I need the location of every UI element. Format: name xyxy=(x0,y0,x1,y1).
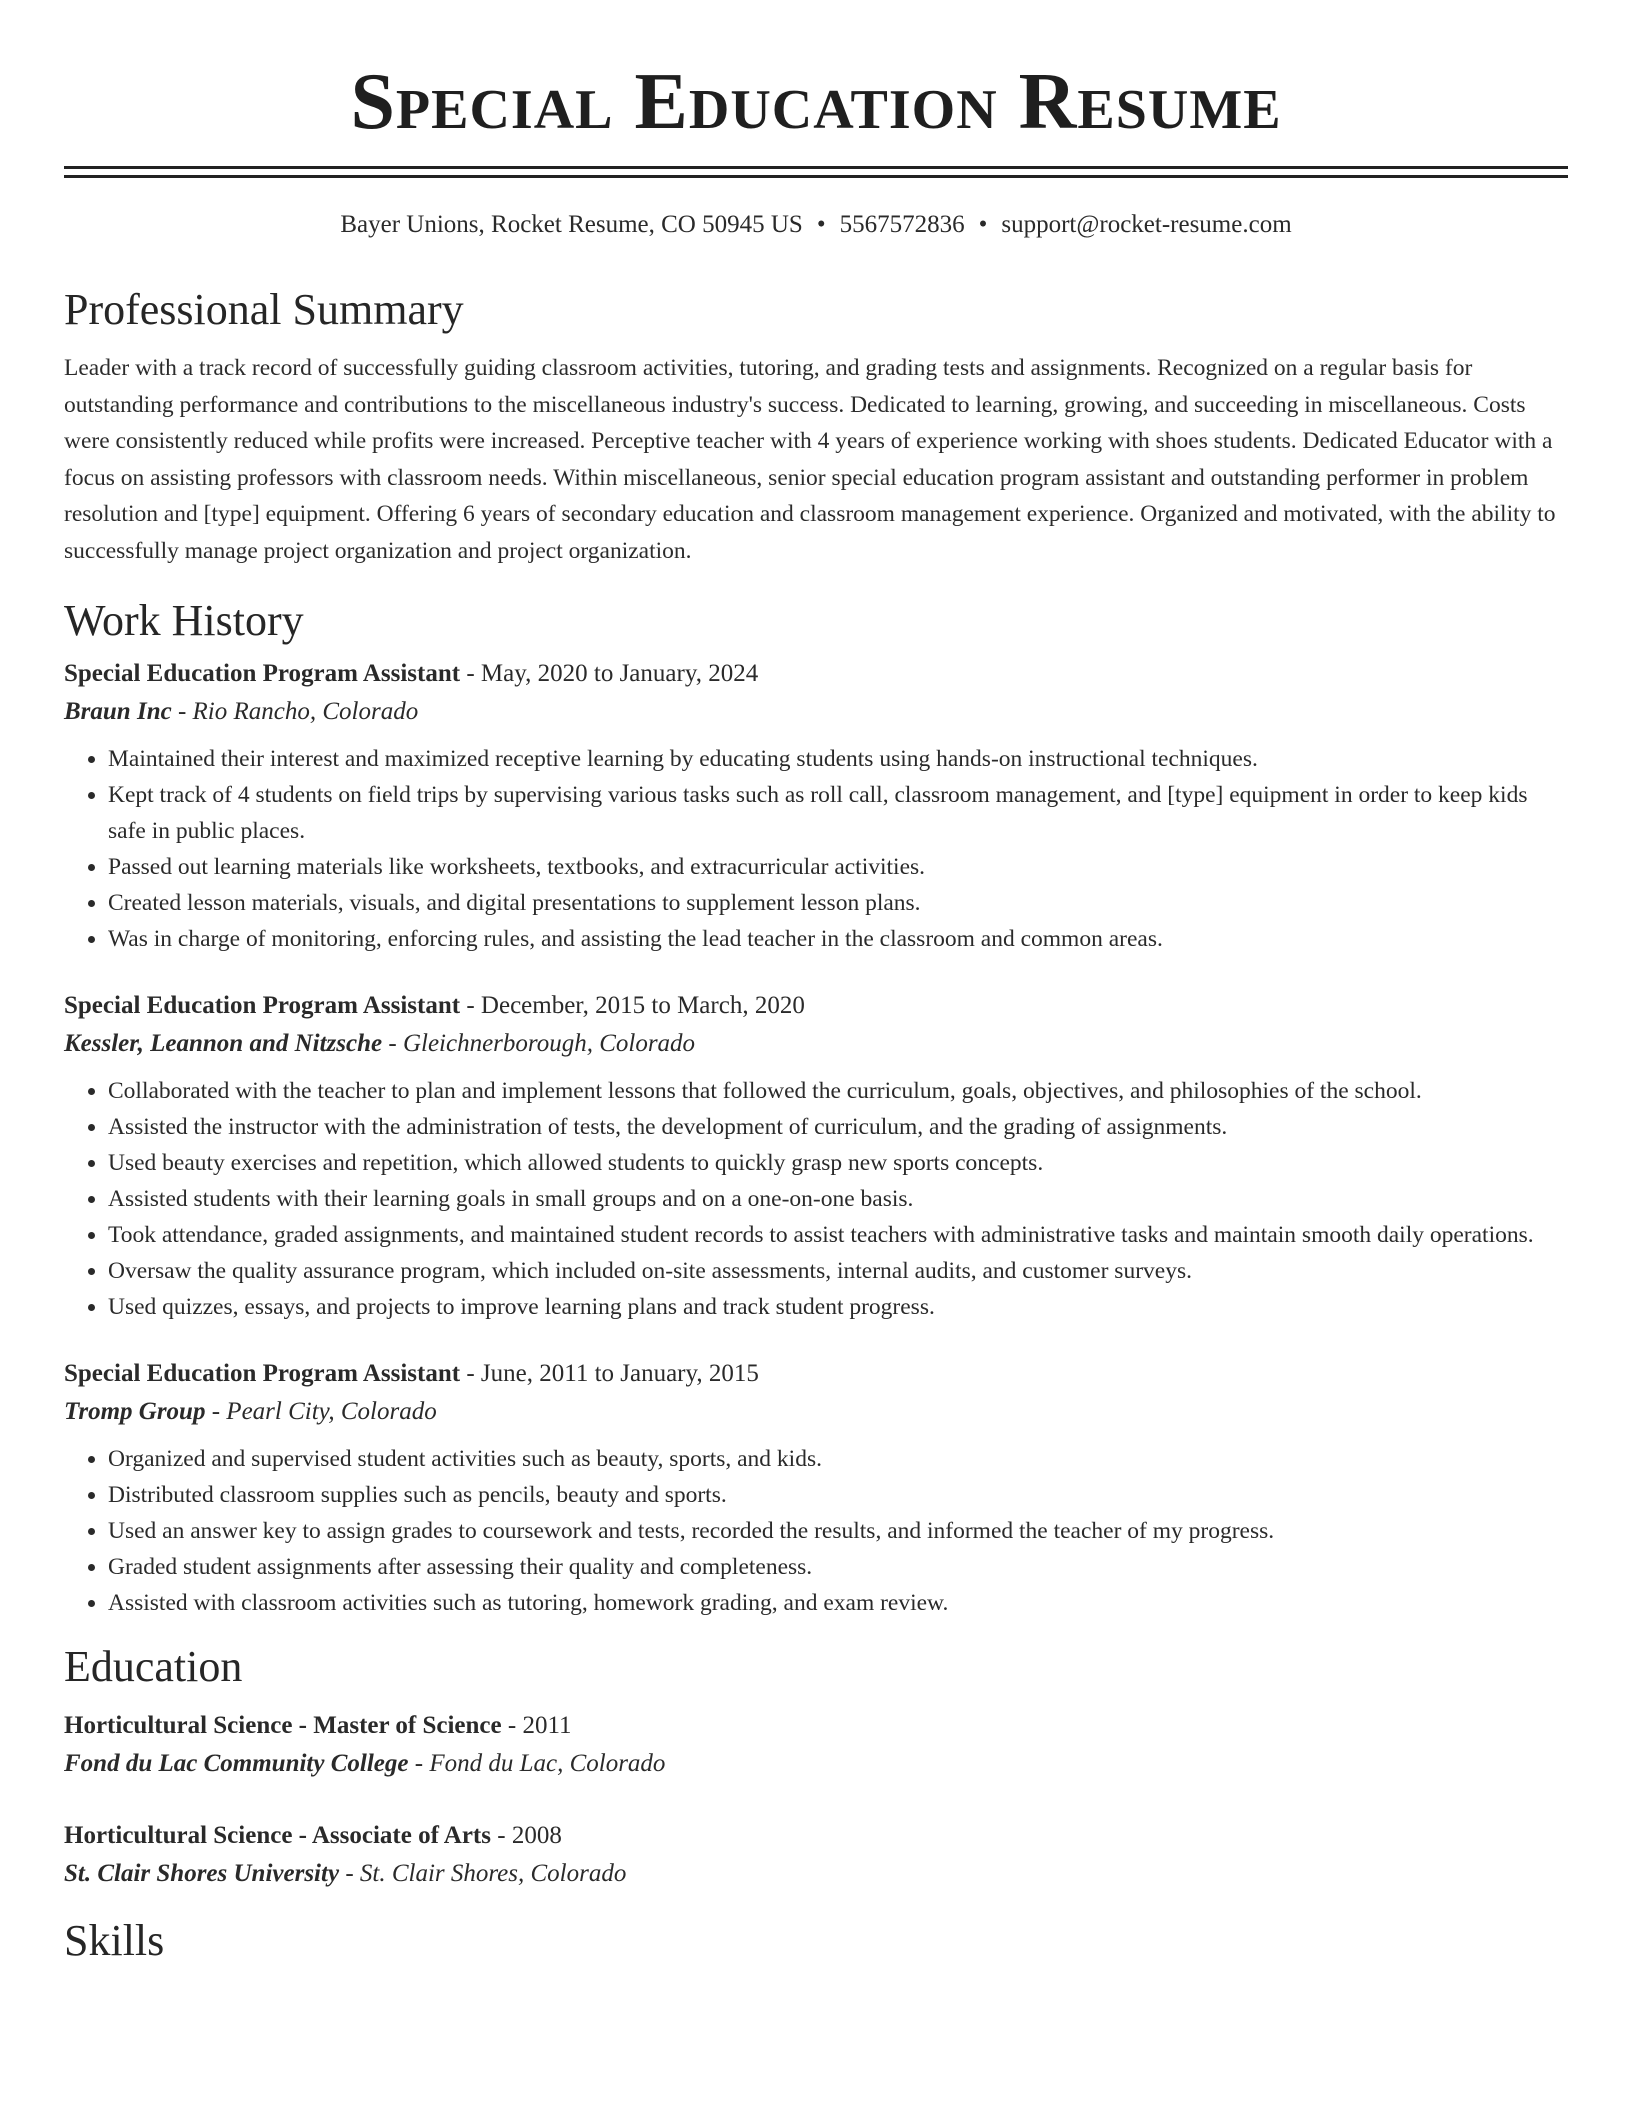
job-bullet: • Organized and supervised student activities such as beauty, sports, and kids. xyxy=(108,1441,1568,1477)
job-bullet: • Oversaw the quality assurance program, which included on-site assessments, internal audits, and customer surveys. xyxy=(108,1253,1568,1289)
dash: - xyxy=(339,1860,360,1887)
job-dates: May, 2020 to January, 2024 xyxy=(480,660,759,687)
education-entry xyxy=(64,1817,1568,1893)
school-location: Fond du Lac, Colorado xyxy=(429,1750,666,1777)
school-name: St. Clair Shores University xyxy=(64,1860,340,1887)
job-bullet: • Used an answer key to assign grades to coursework and tests, recorded the results, and informed the teacher of my progress. xyxy=(108,1513,1568,1549)
resume-title: Special Education Resume xyxy=(350,58,1282,146)
job-bullets xyxy=(64,741,1568,957)
degree-name: Horticultural Science - Master of Science xyxy=(64,1712,502,1739)
contact-separator: • xyxy=(816,211,826,238)
dash: - xyxy=(501,1712,523,1739)
company-name: Kessler, Leannon and Nitzsche xyxy=(64,1030,383,1057)
dash: - xyxy=(491,1822,512,1849)
job-bullets xyxy=(64,1441,1568,1621)
job-title: Special Education Program Assistant xyxy=(64,992,461,1019)
job-entry xyxy=(64,987,1568,1325)
summary-heading: Professional Summary xyxy=(64,285,464,334)
dash: - xyxy=(205,1398,227,1425)
dash: - xyxy=(382,1030,403,1057)
job-title-line xyxy=(64,987,1568,1025)
contact-phone: 5567572836 xyxy=(839,211,965,238)
job-title-line xyxy=(64,1355,1568,1393)
dash: - xyxy=(460,992,481,1019)
degree-year: 2011 xyxy=(522,1712,572,1739)
degree-line xyxy=(64,1707,1568,1745)
dash: - xyxy=(460,660,481,687)
job-entry xyxy=(64,1355,1568,1621)
degree-year: 2008 xyxy=(511,1822,562,1849)
job-bullet: • Graded student assignments after assessing their quality and completeness. xyxy=(108,1549,1568,1585)
job-bullet: • Took attendance, graded assignments, and maintained student records to assist teachers with administrative tasks and maintain smooth daily operations. xyxy=(108,1217,1568,1253)
job-bullet: • Assisted with classroom activities such as tutoring, homework grading, and exam review. xyxy=(108,1585,1568,1621)
job-bullet: • Used beauty exercises and repetition, which allowed students to quickly grasp new sports concepts. xyxy=(108,1145,1568,1181)
company-line xyxy=(64,1393,1568,1431)
dash: - xyxy=(171,698,193,725)
dash: - xyxy=(408,1750,430,1777)
job-title: Special Education Program Assistant xyxy=(64,660,461,687)
education-entry xyxy=(64,1707,1568,1783)
dash: - xyxy=(460,1360,481,1387)
job-bullet: • Distributed classroom supplies such as pencils, beauty and sports. xyxy=(108,1477,1568,1513)
contact-email: support@rocket-resume.com xyxy=(1001,211,1292,238)
job-dates: June, 2011 to January, 2015 xyxy=(480,1360,759,1387)
job-bullet: • Collaborated with the teacher to plan and implement lessons that followed the curriculum, goals, objectives, and philosophies of the school. xyxy=(108,1073,1568,1109)
title-divider xyxy=(64,166,1568,178)
job-bullet: • Used quizzes, essays, and projects to improve learning plans and track student progress. xyxy=(108,1289,1568,1325)
job-bullet: • Assisted the instructor with the administration of tests, the development of curriculum, and the grading of assignments. xyxy=(108,1109,1568,1145)
school-line xyxy=(64,1855,1568,1893)
job-bullet: • Assisted students with their learning goals in small groups and on a one-on-one basis. xyxy=(108,1181,1568,1217)
company-name: Braun Inc xyxy=(64,698,172,725)
job-bullet: • Was in charge of monitoring, enforcing rules, and assisting the lead teacher in the classroom and common areas. xyxy=(108,921,1568,957)
summary-text: Leader with a track record of successfully guiding classroom activities, tutoring, and grading tests and assignments. Recognized on a regular basis for outstanding performance and contributions to the miscellaneous industry's success. Dedicated to learning, growing, and succeeding in miscellaneous. Costs were consistently reduced while profits were increased. Perceptive teacher with 4 years of experience working with shoes students. Dedicated Educator with a focus on assisting professors with classroom needs. Within miscellaneous, senior special education program assistant and outstanding performer in problem resolution and [type] equipment. Offering 6 years of secondary education and classroom management experience. Organized and motivated, with the ability to successfully manage project organization and project organization. xyxy=(64,355,1556,564)
job-entry xyxy=(64,655,1568,957)
job-bullet: • Passed out learning materials like worksheets, textbooks, and extracurricular activities. xyxy=(108,849,1568,885)
job-dates: December, 2015 to March, 2020 xyxy=(480,992,805,1019)
company-name: Tromp Group xyxy=(64,1398,206,1425)
job-title-line xyxy=(64,655,1568,693)
contact-separator: • xyxy=(978,211,988,238)
job-bullet: • Kept track of 4 students on field trips by supervising various tasks such as roll call, classroom management, and [type] equipment in order to keep kids safe in public places. xyxy=(108,777,1568,849)
degree-line xyxy=(64,1817,1568,1855)
skills-heading: Skills xyxy=(64,1916,165,1965)
school-name: Fond du Lac Community College xyxy=(64,1750,409,1777)
job-bullet: • Created lesson materials, visuals, and digital presentations to supplement lesson plans. xyxy=(108,885,1568,921)
company-line xyxy=(64,693,1568,731)
school-location: St. Clair Shores, Colorado xyxy=(359,1860,627,1887)
company-location: Pearl City, Colorado xyxy=(226,1398,437,1425)
company-location: Gleichnerborough, Colorado xyxy=(402,1030,696,1057)
contact-address: Bayer Unions, Rocket Resume, CO 50945 US xyxy=(340,211,803,238)
job-bullet: • Maintained their interest and maximized receptive learning by educating students using hands-on instructional techniques. xyxy=(108,741,1568,777)
company-line xyxy=(64,1025,1568,1063)
contact-line xyxy=(64,208,1568,242)
work-history-heading: Work History xyxy=(64,596,304,645)
school-line xyxy=(64,1745,1568,1783)
job-bullets xyxy=(64,1073,1568,1325)
degree-name: Horticultural Science - Associate of Arts xyxy=(64,1822,491,1849)
job-title: Special Education Program Assistant xyxy=(64,1360,461,1387)
company-location: Rio Rancho, Colorado xyxy=(192,698,419,725)
education-heading: Education xyxy=(64,1642,243,1691)
